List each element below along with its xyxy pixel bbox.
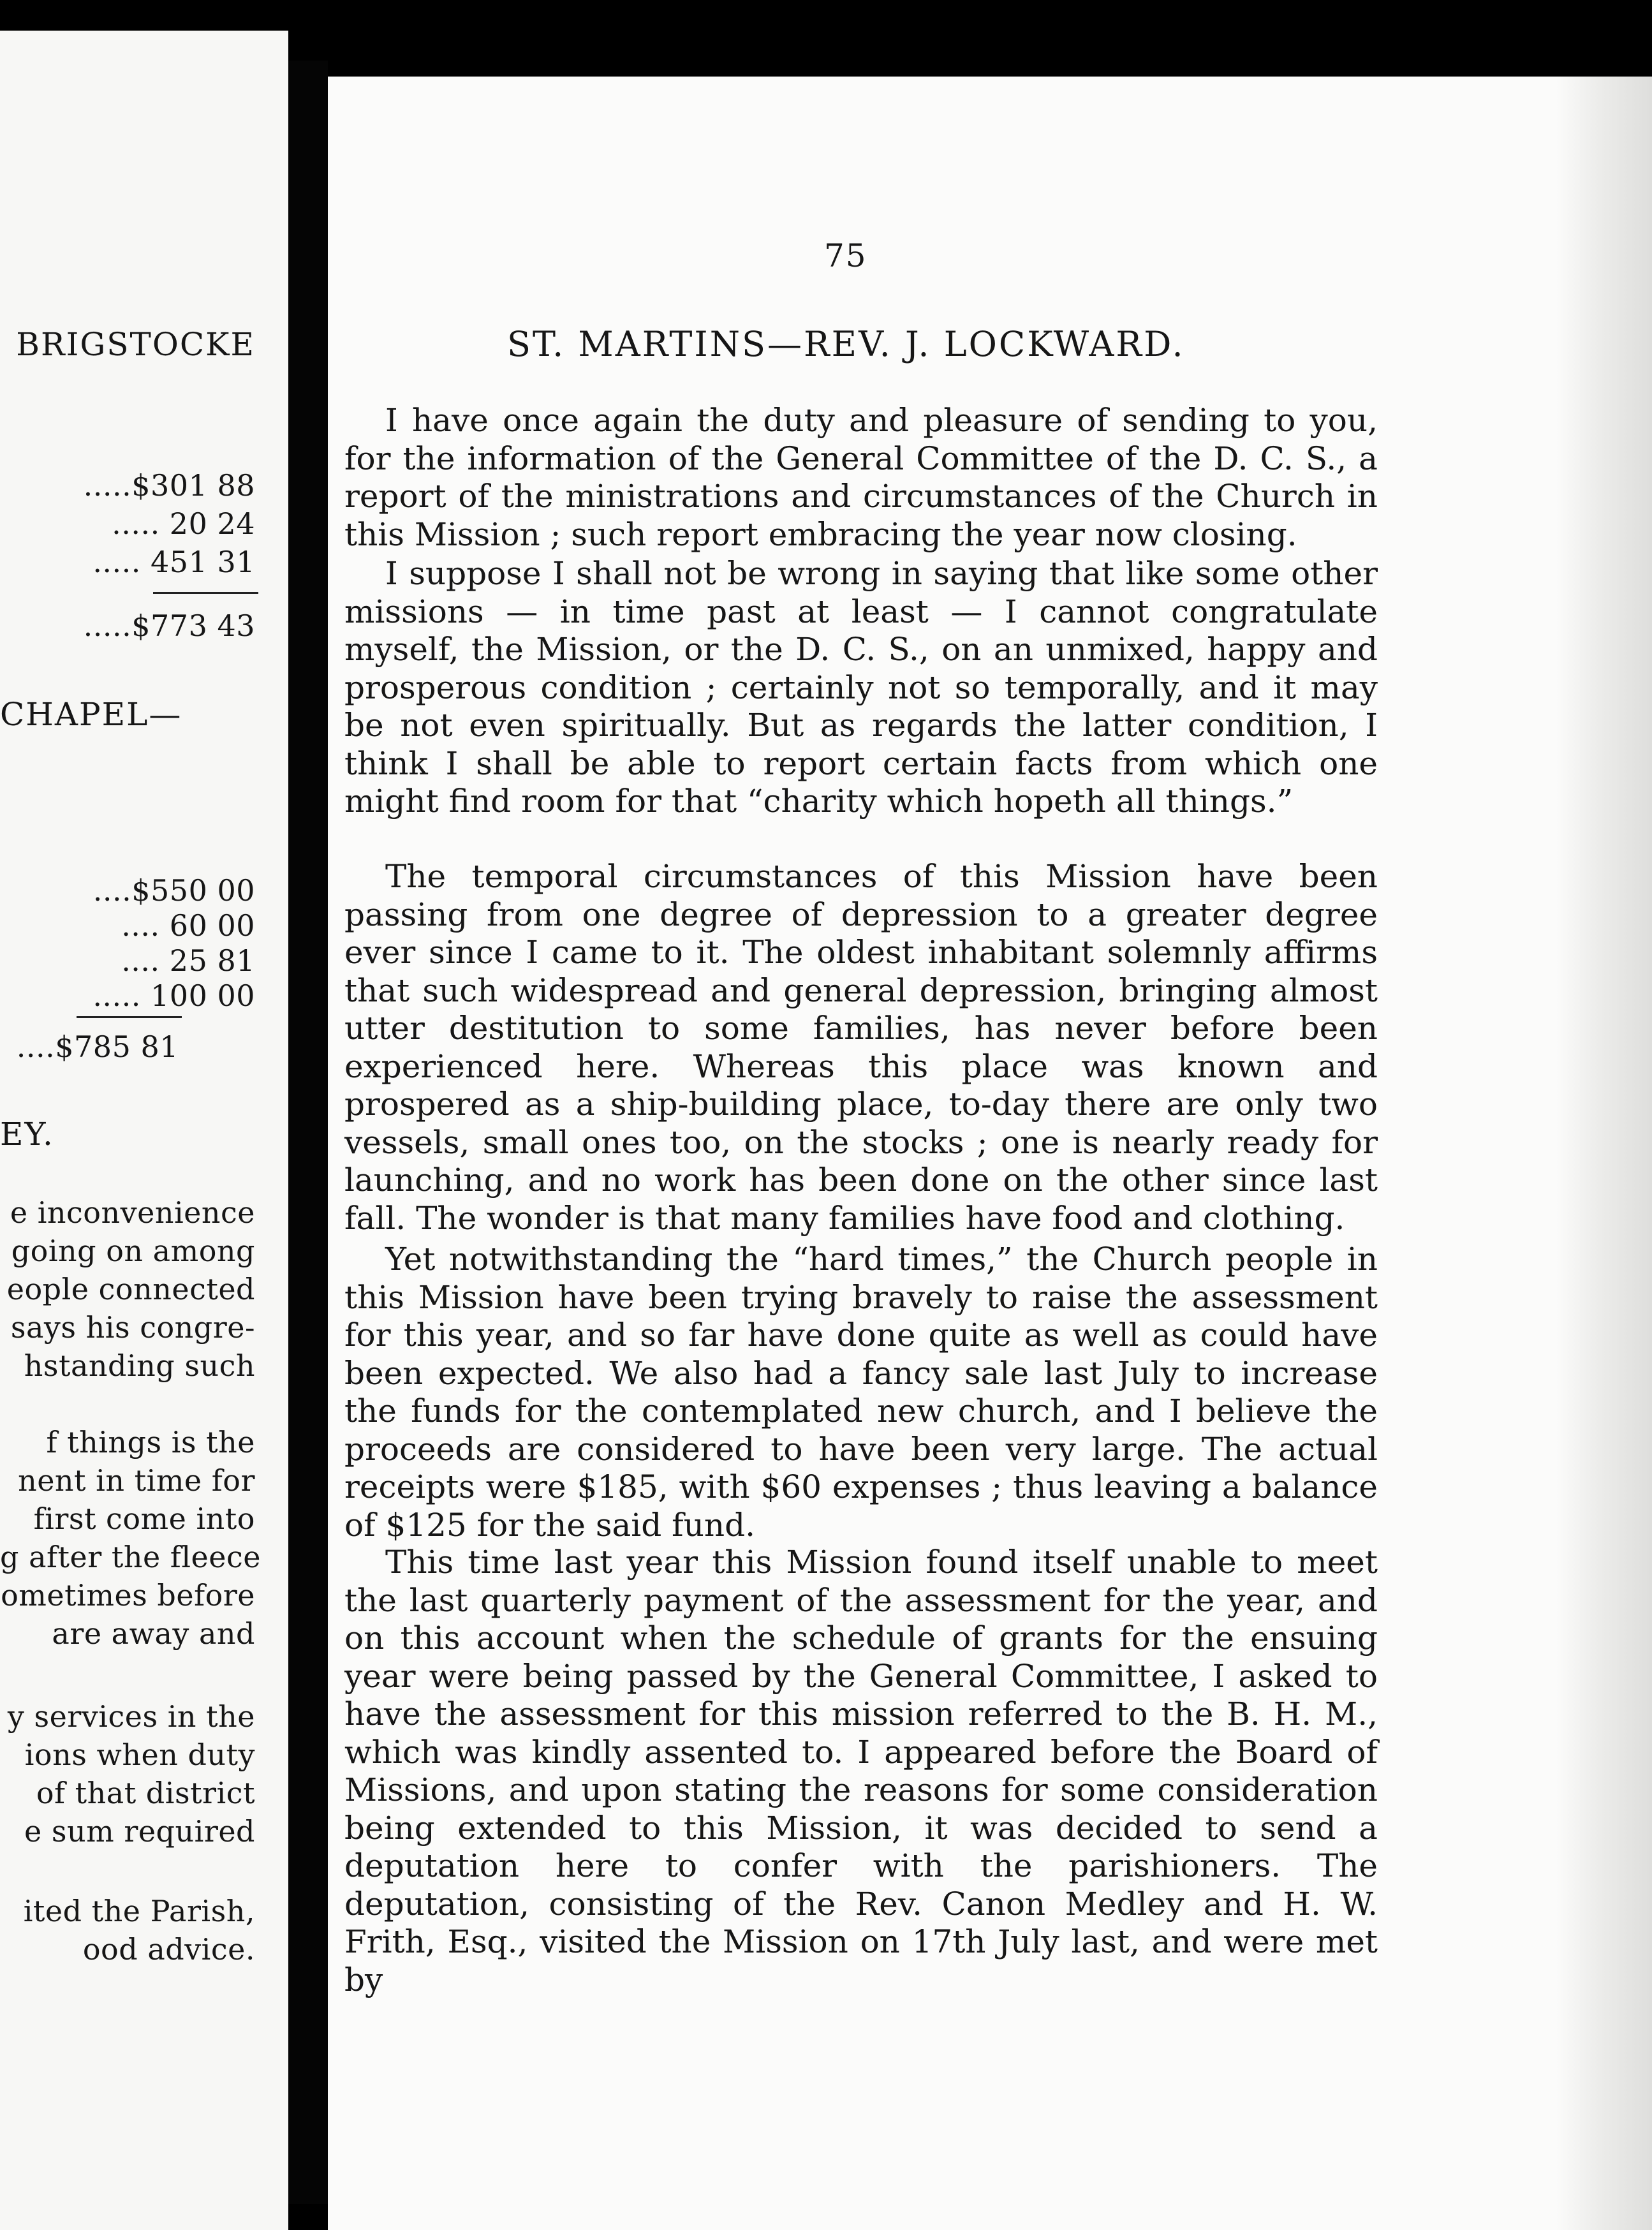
left-text-line: g after the fleece bbox=[0, 1540, 261, 1574]
previous-page-fragment bbox=[0, 31, 288, 2230]
left-text-line: ometimes before bbox=[1, 1578, 255, 1613]
left-text-line: of that district bbox=[36, 1776, 255, 1810]
left-ledger-line: .... 60 00 bbox=[121, 908, 255, 943]
left-sum-rule bbox=[153, 592, 258, 594]
left-text-line: f things is the bbox=[46, 1425, 255, 1459]
left-ledger-total: .....$773 43 bbox=[83, 609, 255, 643]
left-ledger-line: ....$550 00 bbox=[92, 873, 255, 908]
left-text-line: ions when duty bbox=[24, 1738, 255, 1772]
body-paragraph: The temporal circumstances of this Mission have been passing from one degree of depression to a greater degree ever since I came to it. The oldest inhabitant solemnly affirms that such widespread and general depression, bringing almost utter destitution to some families, has never before been experienced here. Whereas this place was known and prospered as a ship-building place, to-day there are only two vessels, small ones too, on the stocks ; one is nearly ready for launching, and no work has been done on the other since last fall. The wonder is that many families have food and clothing. bbox=[344, 858, 1378, 1237]
left-heading-chapel: CHAPEL— bbox=[0, 696, 182, 733]
left-heading-ey: EY. bbox=[0, 1116, 54, 1153]
left-text-line: first come into bbox=[33, 1502, 255, 1536]
left-text-line: going on among bbox=[11, 1234, 255, 1268]
left-text-line: hstanding such bbox=[24, 1348, 255, 1383]
body-paragraph: I have once again the duty and pleasure of sending to you, for the information of the General Committee of the D. C. S., a report of the ministrations and circumstances of the Church in this Mission ; such report embracing the year now closing. bbox=[344, 402, 1378, 553]
left-text-line: eople connected bbox=[6, 1272, 255, 1306]
body-paragraph: Yet notwithstanding the “hard times,” the Church people in this Mission have been trying bravely to raise the assessment for this year, and so far have done quite as well as could have been expected. We also had a fancy sale last July to increase the funds for the contemplated new church, and I believe the proceeds are considered to have been very large. The actual receipts were $185, with $60 expenses ; thus leaving a balance of $125 for the said fund. bbox=[344, 1241, 1378, 1544]
left-heading-brigstocke: BRIGSTOCKE bbox=[16, 326, 255, 363]
page-number: 75 bbox=[824, 237, 867, 274]
left-text-line: ood advice. bbox=[82, 1932, 255, 1967]
left-text-line: are away and bbox=[52, 1616, 255, 1651]
left-ledger-total: ....$785 81 bbox=[16, 1030, 179, 1064]
left-text-line: ited the Parish, bbox=[23, 1894, 255, 1928]
left-text-line: nent in time for bbox=[18, 1463, 255, 1498]
section-title: ST. MARTINS—REV. J. LOCKWARD. bbox=[507, 324, 1185, 364]
left-ledger-line: ..... 451 31 bbox=[92, 545, 255, 579]
left-ledger-line: ..... 20 24 bbox=[112, 506, 255, 541]
body-paragraph: I suppose I shall not be wrong in saying that like some other missions — in time past at least — I cannot congratulate myself, the Mission, or the D. C. S., on an unmixed, happy and prosperous condition ; certainly not so temporally, and it may be not even spiritually. But as regards the latter condition, I think I shall be able to report certain facts from which one might find room for that “charity which hopeth all things.” bbox=[344, 555, 1378, 820]
left-text-line: e sum required bbox=[24, 1814, 255, 1849]
left-ledger-line: ..... 100 00 bbox=[92, 978, 255, 1013]
left-text-line: says his congre- bbox=[10, 1310, 255, 1345]
book-gutter bbox=[288, 61, 328, 2204]
left-ledger-line: .... 25 81 bbox=[121, 943, 255, 978]
left-text-line: y services in the bbox=[7, 1699, 255, 1734]
page-edge-shadow bbox=[1556, 77, 1652, 2230]
left-sum-rule bbox=[77, 1016, 182, 1018]
left-ledger-line: .....$301 88 bbox=[83, 468, 255, 503]
body-paragraph: This time last year this Mission found itself unable to meet the last quarterly payment of the assessment for the year, and on this account when the schedule of grants for the ensuing year were being passed by the General Committee, I asked to have the assessment for this mission referred to the B. H. M., which was kindly assented to. I appeared before the Board of Missions, and upon stating the reasons for some consideration being extended to this Mission, it was decided to send a deputation here to confer with the parishioners. The deputation, consisting of the Rev. Canon Medley and H. W. Frith, Esq., visited the Mission on 17th July last, and were met by bbox=[344, 1544, 1378, 1998]
left-text-line: e inconvenience bbox=[10, 1195, 255, 1230]
